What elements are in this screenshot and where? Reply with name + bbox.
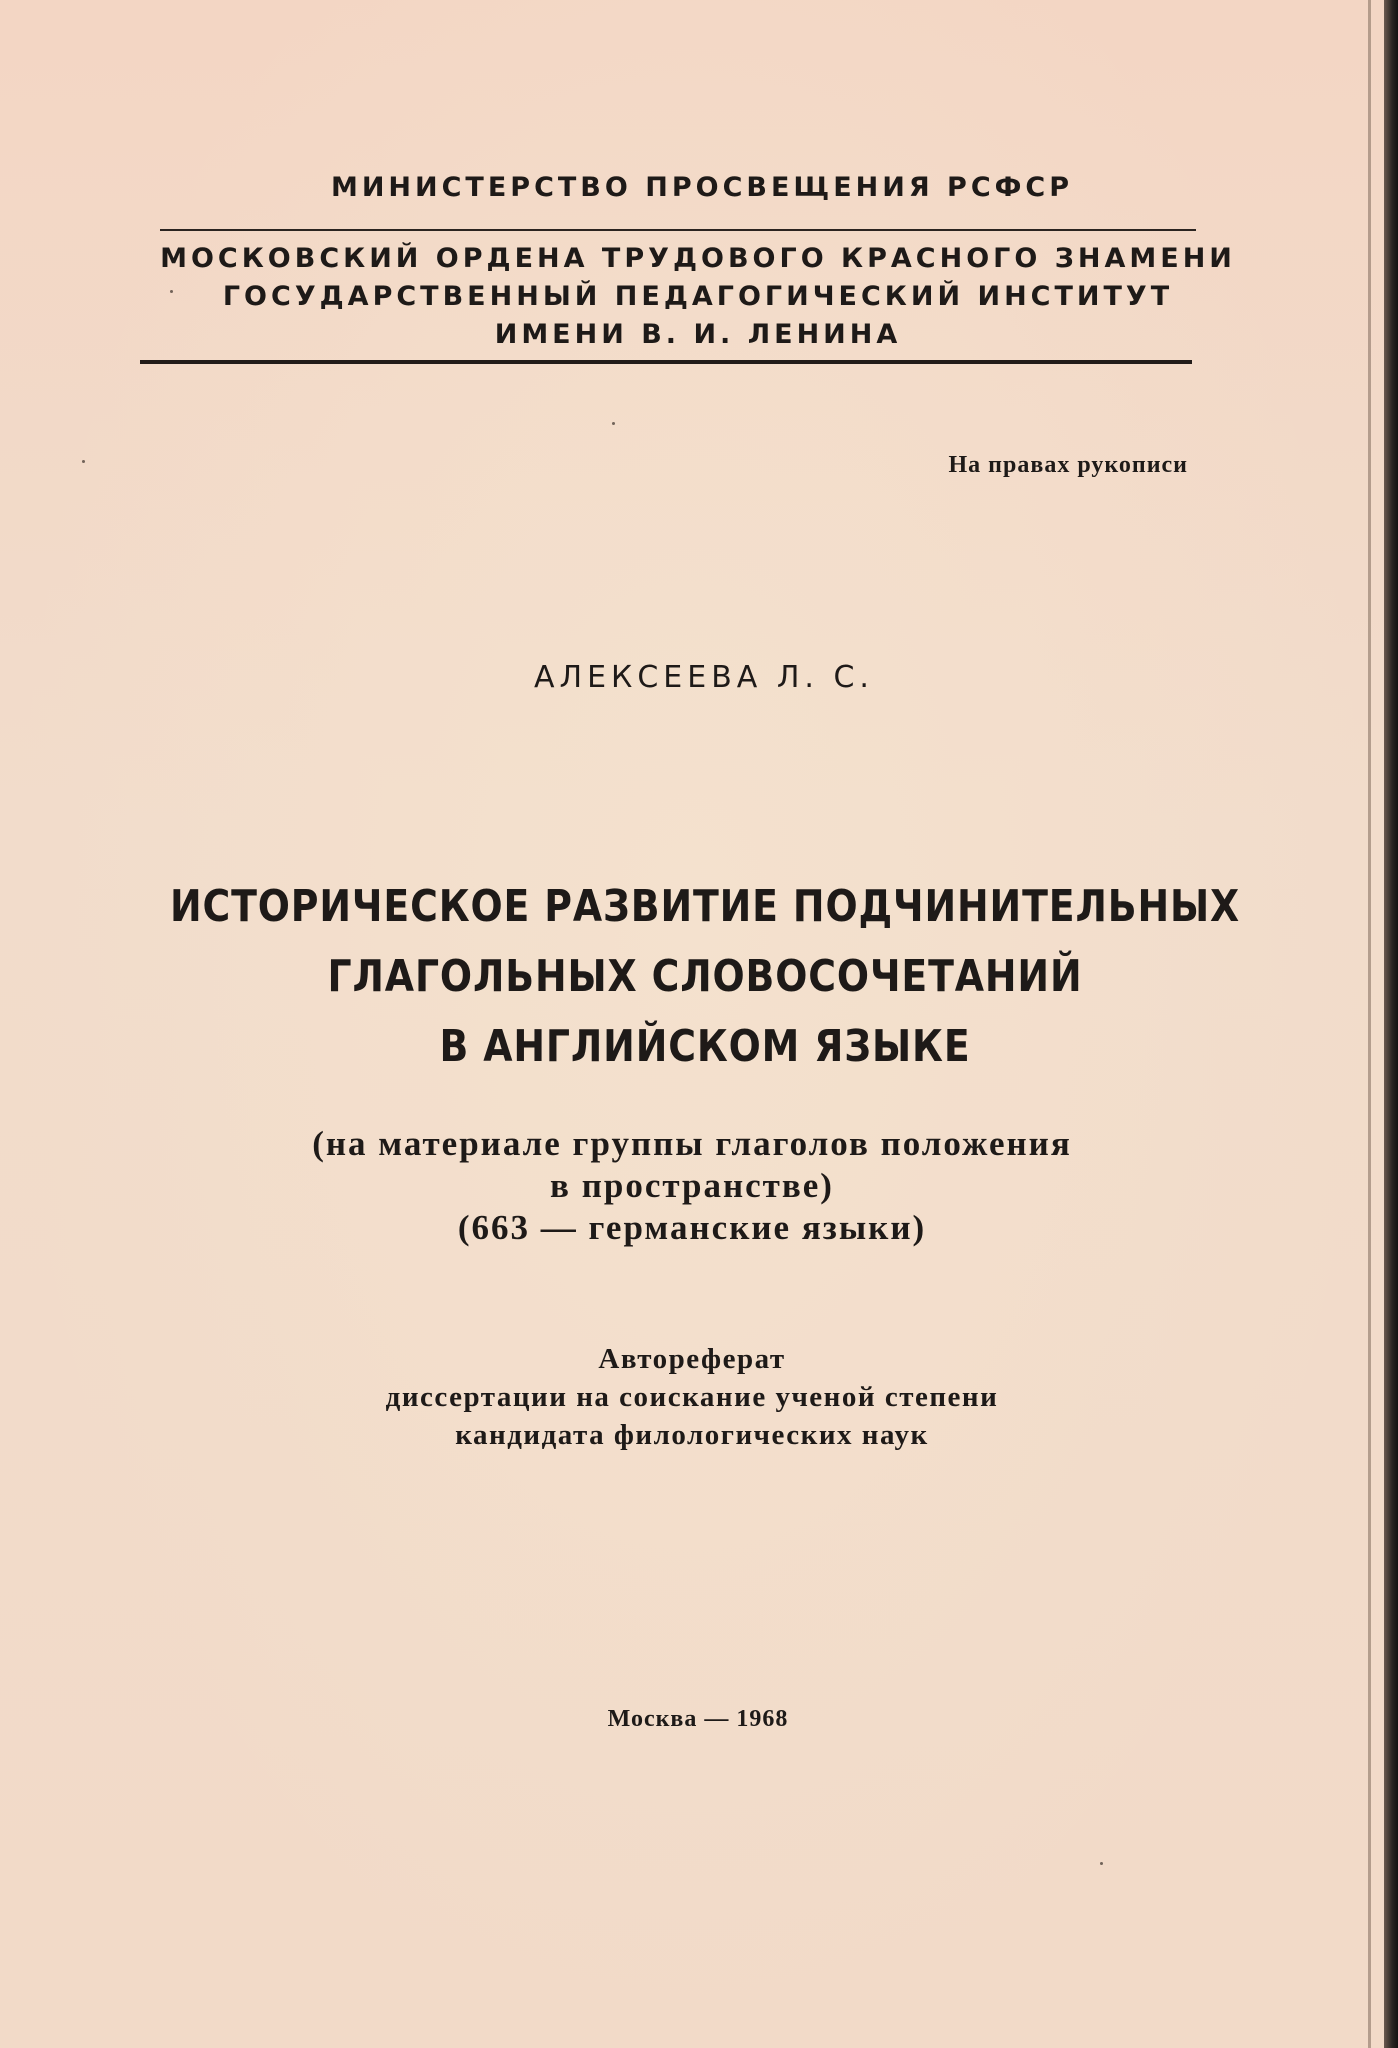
institute-line: МОСКОВСКИЙ ОРДЕНА ТРУДОВОГО КРАСНОГО ЗНАМЕНИ	[160, 243, 1236, 274]
title-line: ИСТОРИЧЕСКОЕ РАЗВИТИЕ ПОДЧИНИТЕЛЬНЫХ	[169, 881, 1241, 932]
abstract-line: кандидата филологических наук	[455, 1419, 929, 1451]
subtitle-line: (663 — германские языки)	[457, 1208, 927, 1247]
subtitle-line: в пространстве)	[550, 1166, 834, 1205]
institute-line: ГОСУДАРСТВЕННЫЙ ПЕДАГОГИЧЕСКИЙ ИНСТИТУТ	[222, 281, 1174, 312]
paper-speck	[82, 460, 85, 463]
document-title	[98, 872, 1300, 1082]
title-line: В АНГЛИЙСКОМ ЯЗЫКЕ	[439, 1021, 971, 1072]
author-name: АЛЕКСЕЕВА Л. С.	[534, 660, 874, 695]
page-fold-line	[1368, 0, 1371, 2048]
header-divider-thick	[140, 360, 1192, 364]
paper-speck	[1100, 1862, 1103, 1865]
imprint: Москва — 1968	[607, 1706, 789, 1732]
institute-heading	[0, 240, 1390, 354]
cover-edge	[1384, 0, 1398, 2048]
ministry-heading: МИНИСТЕРСТВО ПРОСВЕЩЕНИЯ РСФСР	[330, 172, 1074, 203]
abstract-line: Автореферат	[598, 1343, 786, 1375]
document-subtitle	[0, 1123, 1384, 1249]
title-line: ГЛАГОЛЬНЫХ СЛОВОСОЧЕТАНИЙ	[327, 951, 1083, 1002]
paper-speck	[612, 422, 615, 425]
header-divider-thin	[160, 229, 1196, 231]
paper-speck	[170, 290, 173, 293]
abstract-line: диссертации на соискание ученой степени	[385, 1381, 999, 1413]
subtitle-line: (на материале группы глаголов положения	[312, 1124, 1072, 1163]
institute-line: ИМЕНИ В. И. ЛЕНИНА	[494, 319, 902, 350]
rights-note: На правах рукописи	[948, 452, 1188, 478]
abstract-description	[0, 1340, 1384, 1454]
